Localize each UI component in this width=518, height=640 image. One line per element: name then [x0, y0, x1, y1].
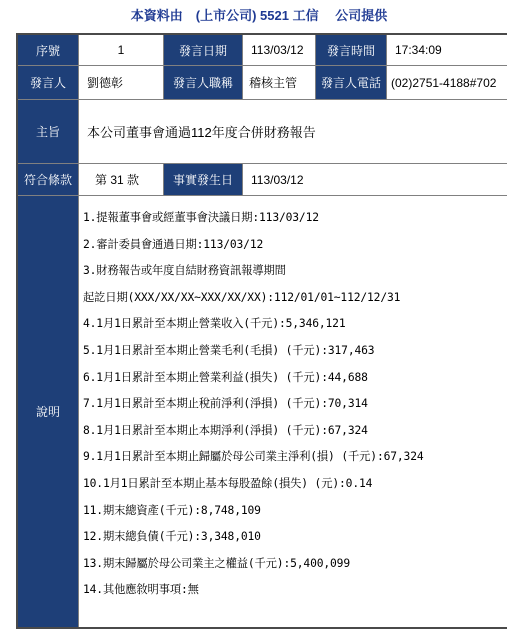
description-line: 5.1月1日累計至本期止營業毛利(毛損) (千元):317,463 — [83, 343, 375, 357]
subject-value: 本公司董事會通過112年度合併財務報告 — [79, 100, 507, 164]
event-date-value: 113/03/12 — [243, 164, 507, 196]
description-line: 3.財務報告或年度自結財務資訊報導期間 — [83, 264, 286, 278]
date-value: 113/03/12 — [243, 35, 316, 66]
time-label: 發言時間 — [316, 35, 387, 66]
speaker-title-value: 稽核主管 — [243, 66, 316, 100]
description-line: 10.1月1日累計至本期止基本每股盈餘(損失) (元):0.14 — [83, 476, 373, 490]
description-line: 14.其他應敘明事項:無 — [83, 583, 199, 597]
description-line: 11.期末總資產(千元):8,748,109 — [83, 503, 261, 517]
subject-label: 主旨 — [18, 100, 79, 164]
description-line: 2.審計委員會通過日期:113/03/12 — [83, 237, 264, 251]
speaker-title-label: 發言人職稱 — [164, 66, 243, 100]
phone-value: (02)2751-4188#702 — [387, 66, 507, 100]
description-line: 9.1月1日累計至本期止歸屬於母公司業主淨利(損) (千元):67,324 — [83, 450, 424, 464]
event-date-label: 事實發生日 — [164, 164, 243, 196]
seq-label: 序號 — [18, 35, 79, 66]
description-line: 6.1月1日累計至本期止營業利益(損失) (千元):44,688 — [83, 370, 368, 384]
description-line: 7.1月1日累計至本期止稅前淨利(淨損) (千元):70,314 — [83, 397, 368, 411]
description-line: 起訖日期(XXX/XX/XX~XXX/XX/XX):112/01/01~112/12/31 — [83, 290, 401, 304]
description-line: 12.期末總負債(千元):3,348,010 — [83, 530, 261, 544]
description-line: 1.提報董事會或經董事會決議日期:113/03/12 — [83, 211, 319, 224]
description-line: 8.1月1日累計至本期止本期淨利(淨損) (千元):67,324 — [83, 423, 368, 437]
description-label: 說明 — [18, 196, 79, 627]
clause-label: 符合條款 — [18, 164, 79, 196]
description-line: 4.1月1日累計至本期止營業收入(千元):5,346,121 — [83, 317, 346, 331]
clause-value: 第 31 款 — [79, 164, 164, 196]
seq-value: 1 — [79, 35, 164, 66]
description-body — [79, 196, 507, 627]
description-line: 13.期末歸屬於母公司業主之權益(千元):5,400,099 — [83, 556, 350, 570]
speaker-value: 劉德彰 — [79, 66, 164, 100]
announcement-table — [16, 33, 507, 629]
time-value: 17:34:09 — [387, 35, 507, 66]
phone-label: 發言人電話 — [316, 66, 387, 100]
date-label: 發言日期 — [164, 35, 243, 66]
speaker-label: 發言人 — [18, 66, 79, 100]
page-header: 本資料由 (上市公司) 5521 工信 公司提供 — [130, 8, 388, 23]
